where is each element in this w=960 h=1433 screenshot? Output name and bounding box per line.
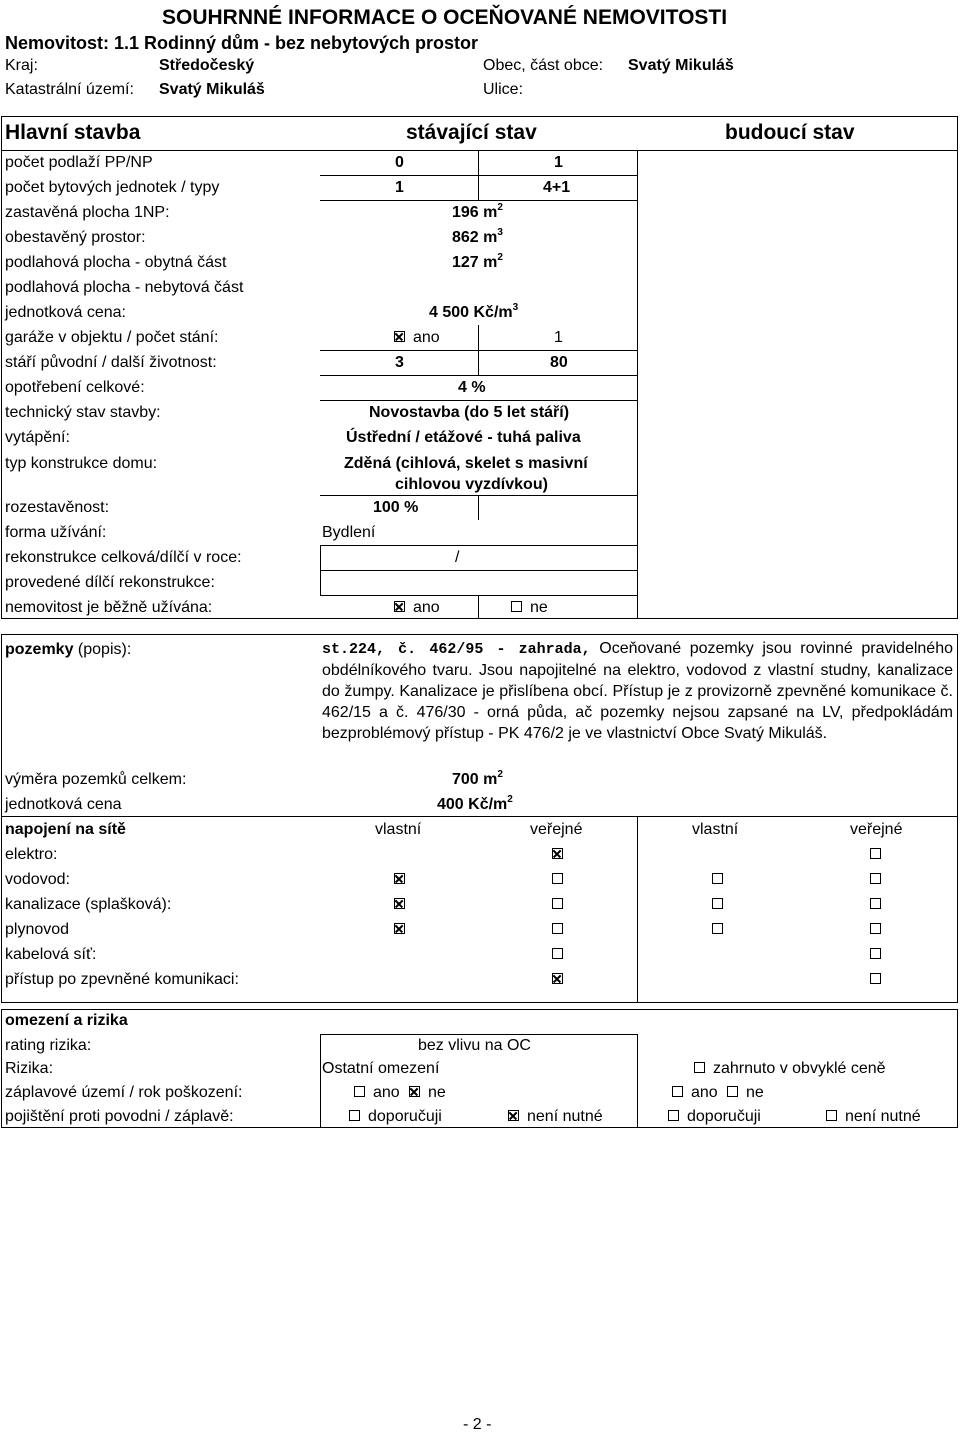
pojisteni-current-doporucuji-text: doporučuji — [368, 1108, 442, 1125]
forma-value: Bydlení — [322, 524, 376, 541]
zaplavove-future-yes-checkbox[interactable] — [672, 1086, 683, 1097]
grid-line — [320, 570, 637, 571]
site-checkbox[interactable] — [870, 948, 881, 959]
nebytova-label: podlahová plocha - nebytová část — [5, 279, 244, 296]
site-checkbox[interactable] — [712, 898, 723, 909]
obec-label: Obec, část obce: — [483, 57, 604, 74]
rizika-label: Rizika: — [5, 1060, 54, 1077]
podlazi-pp-value: 0 — [395, 154, 404, 171]
site-row-label: plynovod — [5, 921, 70, 938]
grid-line — [320, 1034, 321, 1127]
garaze-count-value: 1 — [554, 329, 563, 346]
grid-line — [478, 325, 479, 375]
rizika-right-border — [957, 1009, 958, 1127]
rating-label: rating rizika: — [5, 1037, 92, 1054]
zivotnost-value: 80 — [550, 354, 568, 371]
garaze-yes-text: ano — [413, 329, 440, 346]
kraj-value: Středočeský — [159, 57, 255, 74]
site-checkbox[interactable] — [870, 848, 881, 859]
katastr-label: Katastrální území: — [5, 81, 134, 98]
uzivana-label: nemovitost je běžně užívána: — [5, 599, 213, 616]
vymera-value: 700 $m^2$ — [452, 769, 503, 788]
current-state-header: stávající stav — [406, 121, 537, 144]
vytapeni-label: vytápění: — [5, 429, 70, 446]
rozestavenost-label: rozestavěnost: — [5, 499, 110, 516]
table-bottom-border — [1, 618, 958, 619]
uzivana-yes-text: ano — [413, 599, 440, 616]
main-section-title: Hlavní stavba — [5, 121, 141, 144]
stari-label: stáří původní / další životnost: — [5, 354, 217, 371]
opotrebeni-value: 4 % — [458, 379, 486, 396]
site-future-divider — [637, 816, 638, 1002]
grid-line — [320, 1034, 637, 1035]
katastr-value: Svatý Mikuláš — [159, 81, 265, 98]
podlazi-label: počet podlaží PP/NP — [5, 154, 153, 171]
pozemky-title: pozemky (popis): — [5, 641, 132, 658]
zaplavove-current-no-checkbox[interactable] — [409, 1086, 420, 1097]
grid-line — [320, 200, 637, 201]
konstrukce-label: typ konstrukce domu: — [5, 455, 158, 472]
rizika-future-divider — [637, 1034, 638, 1127]
opotrebeni-label: opotřebení celkové: — [5, 379, 145, 396]
pojisteni-future-neni-checkbox[interactable] — [826, 1110, 837, 1121]
jednotkova-value: 4 500 $Kč/m^3$ — [429, 302, 519, 321]
rizika-title: omezení a rizika — [5, 1012, 128, 1029]
site-checkbox[interactable] — [552, 948, 563, 959]
rekonstrukce-value: / — [455, 549, 460, 566]
page-title: SOUHRNNÉ INFORMACE O OCEŇOVANÉ NEMOVITOSTI — [162, 6, 728, 29]
pojisteni-future-neni-text: není nutné — [845, 1108, 921, 1125]
site-checkbox[interactable] — [552, 973, 563, 984]
table-right-border — [957, 116, 958, 618]
site-checkbox[interactable] — [552, 848, 563, 859]
site-col-vlastni-current: vlastní — [375, 821, 422, 838]
uzivana-no-checkbox[interactable] — [511, 601, 522, 612]
table-left-border — [1, 116, 2, 618]
pojisteni-current-neni-checkbox[interactable] — [508, 1110, 519, 1121]
vymera-label: výměra pozemků celkem: — [5, 771, 187, 788]
technicky-value: Novostavba (do 5 let stáří) — [369, 404, 570, 421]
site-checkbox[interactable] — [552, 923, 563, 934]
obec-value: Svatý Mikuláš — [628, 57, 734, 74]
obytna-value: 127 $m^2$ — [452, 252, 503, 271]
jednotkova-label: jednotková cena: — [5, 304, 126, 321]
future-column-divider — [637, 150, 638, 618]
pozemky-bottom-border — [1, 1002, 958, 1003]
obytna-label: podlahová plocha - obytná část — [5, 254, 227, 271]
site-checkbox[interactable] — [394, 873, 405, 884]
site-row-label: kabelová síť: — [5, 946, 97, 963]
kraj-label: Kraj: — [5, 57, 38, 74]
rizika-bottom-border — [1, 1127, 958, 1128]
zaplavove-future-no-text: ne — [746, 1084, 764, 1101]
ulice-label: Ulice: — [483, 81, 524, 98]
podlazi-np-value: 1 — [554, 154, 563, 171]
site-row-label: kanalizace (splašková): — [5, 896, 172, 913]
site-checkbox[interactable] — [870, 923, 881, 934]
obestaveny-value: 862 $m^3$ — [452, 227, 503, 246]
jednotky-type-value: 4+1 — [543, 179, 571, 196]
zaplavove-current-yes-checkbox[interactable] — [354, 1086, 365, 1097]
site-col-verejne-future: veřejné — [850, 821, 903, 838]
site-checkbox[interactable] — [712, 923, 723, 934]
jednotky-count-value: 1 — [395, 179, 404, 196]
site-checkbox[interactable] — [870, 898, 881, 909]
obestaveny-label: obestavěný prostor: — [5, 229, 146, 246]
rizika-future-text: zahrnuto v obvyklé ceně — [713, 1060, 886, 1077]
rizika-value: Ostatní omezení — [322, 1060, 440, 1077]
site-col-verejne-current: veřejné — [530, 821, 583, 838]
rating-value: bez vlivu na OC — [418, 1037, 531, 1054]
cena-value: 400 $Kč/m^2$ — [437, 794, 513, 813]
zaplavove-future-no-checkbox[interactable] — [727, 1086, 738, 1097]
grid-line — [478, 495, 479, 520]
zastavena-value: 196 $m^2$ — [452, 202, 503, 221]
future-state-header: budoucí stav — [725, 121, 855, 144]
rizika-top-border — [1, 1009, 958, 1010]
pojisteni-label: pojištění proti povodni / záplavě: — [5, 1108, 234, 1125]
garaze-yes-checkbox[interactable] — [394, 331, 405, 342]
grid-line — [320, 545, 637, 546]
site-col-vlastni-future: vlastní — [692, 821, 739, 838]
site-top-border — [1, 816, 958, 817]
grid-line — [320, 545, 321, 595]
garaze-label: garáže v objektu / počet stání: — [5, 329, 219, 346]
cena-label: jednotková cena — [5, 796, 122, 813]
konstrukce-value-line1: Zděná (cihlová, skelet s masivní — [344, 455, 588, 472]
zaplavove-future-yes-text: ano — [691, 1084, 718, 1101]
pojisteni-future-doporucuji-checkbox[interactable] — [668, 1110, 679, 1121]
zaplavove-current-no-text: ne — [428, 1084, 446, 1101]
site-checkbox[interactable] — [394, 923, 405, 934]
uzivana-no-text: ne — [530, 599, 548, 616]
site-checkbox[interactable] — [870, 873, 881, 884]
zastavena-label: zastavěná plocha 1NP: — [5, 204, 170, 221]
pojisteni-current-neni-text: není nutné — [527, 1108, 603, 1125]
site-checkbox[interactable] — [552, 873, 563, 884]
site-checkbox[interactable] — [870, 973, 881, 984]
page-number: - 2 - — [463, 1416, 492, 1433]
rekonstrukce-label: rekonstrukce celková/dílčí v roce: — [5, 549, 242, 566]
stari-value: 3 — [395, 354, 404, 371]
grid-line — [478, 595, 479, 618]
site-row-label: vodovod: — [5, 871, 70, 888]
pozemky-right-border — [957, 634, 958, 1002]
site-checkbox[interactable] — [712, 873, 723, 884]
table-top-border — [1, 116, 958, 117]
forma-label: forma užívání: — [5, 524, 107, 541]
grid-line — [478, 150, 479, 200]
pozemky-top-border — [1, 634, 958, 635]
rizika-future-checkbox[interactable] — [694, 1062, 705, 1073]
pozemky-left-border — [1, 634, 2, 1002]
rizika-left-border — [1, 1009, 2, 1127]
property-label: Nemovitost: 1.1 Rodinný dům - bez nebytových prostor — [5, 33, 479, 53]
zaplavove-label: záplavové území / rok poškození: — [5, 1084, 243, 1101]
pojisteni-current-doporucuji-checkbox[interactable] — [349, 1110, 360, 1121]
pozemky-description: st.224, č. 462/95 - zahrada, Oceňované pozemky jsou rovinné pravidelného obdélníkového tvaru. Jsou napojitelné na elektro, vodovod z vlastní studny, kanalizace do žumpy. Kanalizace je přislíbena obcí. Přístup je z provizorně zpevněné komunikace č. 462/15 a č. 476/30 - orná půda, ač pozemky nejsou zapsané na LV, předpokládám bezproblémový přístup - PK 476/2 je ve vlastnictví Obce Svatý Mikuláš. — [322, 640, 953, 742]
rozestavenost-value: 100 % — [373, 499, 419, 516]
uzivana-yes-checkbox[interactable] — [394, 601, 405, 612]
vytapeni-value: Ústřední / etážové - tuhá paliva — [346, 429, 581, 446]
site-checkbox[interactable] — [394, 898, 405, 909]
provedene-label: provedené dílčí rekonstrukce: — [5, 574, 215, 591]
site-checkbox[interactable] — [552, 898, 563, 909]
grid-line — [320, 375, 637, 376]
grid-line — [320, 400, 637, 401]
header-divider — [1, 150, 958, 151]
konstrukce-value-line2: cihlovou vyzdívkou) — [395, 476, 548, 493]
site-row-label: elektro: — [5, 846, 58, 863]
site-title: napojení na sítě — [5, 821, 126, 838]
jednotky-label: počet bytových jednotek / typy — [5, 179, 220, 196]
pojisteni-future-doporucuji-text: doporučuji — [687, 1108, 761, 1125]
site-row-label: přístup po zpevněné komunikaci: — [5, 971, 239, 988]
zaplavove-current-yes-text: ano — [373, 1084, 400, 1101]
technicky-label: technický stav stavby: — [5, 404, 161, 421]
